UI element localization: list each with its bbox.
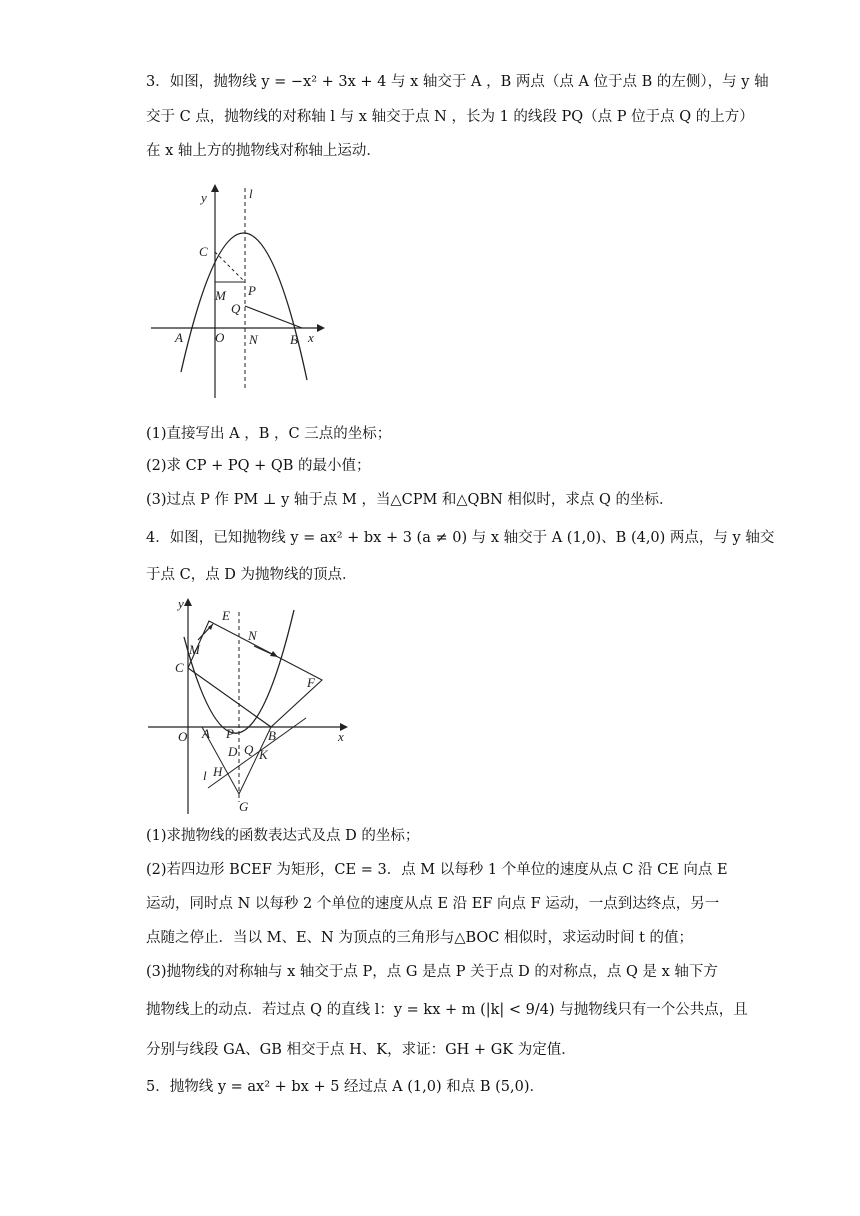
p3-label-Q: Q: [231, 301, 241, 316]
p4-label-M: M: [189, 642, 200, 657]
p4-label-G: G: [239, 799, 249, 814]
p4-label-K: K: [259, 747, 268, 762]
problem3-q3: (3)过点 P 作 PM ⊥ y 轴于点 M ，当△CPM 和△QBN 相似时，求点 Q 的坐标．: [146, 492, 674, 508]
p4-label-H: H: [213, 764, 223, 779]
problem4-q2-line3: 点随之停止．当以 M、E、N 为顶点的三角形与△BOC 相似时，求运动时间 t 的值；: [146, 930, 694, 946]
p4-label-O: O: [178, 729, 188, 744]
problem3-q1: (1)直接写出 A ，B ，C 三点的坐标；: [146, 426, 392, 442]
problem4-figure: [142, 592, 352, 816]
p4-label-P: P: [226, 726, 234, 741]
problem3-q2: (2)求 CP + PQ + QB 的最小值；: [146, 458, 371, 474]
p4-label-l: l: [203, 768, 207, 783]
problem4-q3-line2: 抛物线上的动点．若过点 Q 的直线 l：y = kx + m (|k| < 9/4) 与抛物线只有一个公共点，且: [146, 1002, 748, 1018]
p3-label-C: C: [199, 244, 208, 259]
p3-label-B: B: [290, 332, 298, 347]
p4-label-x: x: [338, 729, 344, 744]
p3-label-N: N: [249, 332, 258, 347]
problem3-line3: 在 x 轴上方的抛物线对称轴上运动．: [146, 143, 381, 159]
p4-label-A: A: [202, 726, 210, 741]
problem3-line1: 3．如图，抛物线 y = −x² + 3x + 4 与 x 轴交于 A ，B 两点（点 A 位于点 B 的左侧），与 y 轴: [146, 74, 769, 90]
problem4-q2-line2: 运动，同时点 N 以每秒 2 个单位的速度从点 E 沿 EF 向点 F 运动，一点到达终点，另一: [146, 896, 720, 912]
p3-label-y: y: [201, 190, 207, 205]
p4-label-D: D: [228, 744, 238, 759]
p3-label-O: O: [215, 330, 225, 345]
p4-label-N: N: [248, 628, 257, 643]
p3-label-P: P: [248, 283, 256, 298]
p3-label-A: A: [175, 330, 183, 345]
problem4-line2: 于点 C，点 D 为抛物线的顶点．: [146, 567, 357, 583]
p4-label-E: E: [222, 608, 230, 623]
p3-label-l: l: [249, 186, 253, 201]
p4-label-B: B: [268, 728, 276, 743]
p3-label-M: M: [215, 288, 226, 303]
problem4-q3-line3: 分别与线段 GA、GB 相交于点 H、K，求证：GH + GK 为定值．: [146, 1042, 576, 1058]
p4-label-Q: Q: [244, 742, 254, 757]
p4-label-y: y: [178, 596, 184, 611]
p4-label-C: C: [175, 660, 184, 675]
p4-label-F: F: [307, 675, 315, 690]
problem4-q1: (1)求抛物线的函数表达式及点 D 的坐标；: [146, 828, 420, 844]
problem3-figure: [145, 180, 330, 400]
problem4-q3-line1: (3)抛物线的对称轴与 x 轴交于点 P，点 G 是点 P 关于点 D 的对称点，点 Q 是 x 轴下方: [146, 964, 718, 980]
problem5-line1: 5．抛物线 y = ax² + bx + 5 经过点 A (1,0) 和点 B (5,0)．: [146, 1079, 544, 1095]
problem4-q2-line1: (2)若四边形 BCEF 为矩形，CE = 3．点 M 以每秒 1 个单位的速度从点 C 沿 CE 向点 E: [146, 862, 728, 878]
problem3-line2: 交于 C 点，抛物线的对称轴 l 与 x 轴交于点 N ，长为 1 的线段 PQ（点 P 位于点 Q 的上方）: [146, 109, 754, 125]
problem4-line1: 4．如图，已知抛物线 y = ax² + bx + 3 (a ≠ 0) 与 x 轴交于 A (1,0)、B (4,0) 两点，与 y 轴交: [146, 530, 775, 546]
p3-label-x: x: [308, 330, 314, 345]
